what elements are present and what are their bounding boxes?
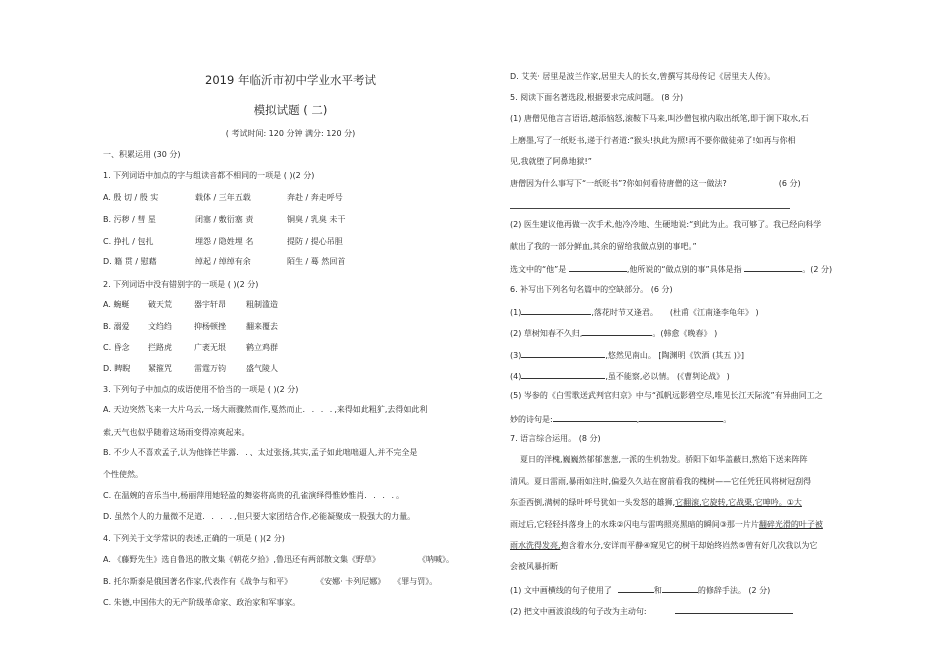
question-5: 5. 阅读下面名著选段,根据要求完成问题。 (8 分) — [510, 93, 684, 102]
q3-option-a-cont: 索,天气也似乎随着这场雨变得凉爽起来。 — [103, 428, 250, 437]
answer-blank[interactable] — [639, 412, 723, 422]
answer-line[interactable] — [510, 208, 790, 209]
answer-blank[interactable] — [675, 604, 793, 614]
section-heading: 一、积累运用 (30 分) — [103, 150, 181, 159]
q1-option-a[interactable]: A. 殷 切 / 殷 实 载体 / 三年五载 奔赴 / 奔走呼号 — [103, 193, 343, 202]
q7-subquestion-2: (2) 把文中画波浪线的句子改为主动句: — [510, 604, 793, 617]
question-6: 6. 补写出下列名句名篇中的空缺部分。 (6 分) — [510, 285, 673, 294]
answer-blank[interactable] — [553, 412, 637, 422]
exam-subtitle: 模拟试题 ( 二) — [253, 103, 328, 117]
q6-line-3: (3) ,悠然见南山。 [陶渊明《饮酒 (其五 )》] — [510, 348, 744, 361]
q6-line-6: 妙的诗句是: , 。 — [510, 412, 731, 425]
q1-option-d[interactable]: D. 籍 贯 / 慰藉 绰起 / 绰绰有余 陌生 / 蓦 然回首 — [103, 257, 346, 266]
q7-passage-line-1: 夏日的洋槐,巍巍然郁郁葱葱,一派的生机勃发。骄阳下如华盖蔽日,熬焰下送来阵阵 — [520, 455, 808, 464]
answer-blank[interactable] — [569, 262, 627, 272]
q2-option-a[interactable]: A. 蜿蜒 破天荒 器宇轩昂 粗制滥造 — [103, 300, 278, 309]
q6-line-5: (5) 岑参的《白雪歌送武判官归京》中与“孤帆远影碧空尽,唯见长江天际流”有异曲同工之 — [510, 391, 823, 400]
q1-option-c[interactable]: C. 挣扎 / 包扎 埋怨 / 隐姓埋 名 提防 / 提心吊胆 — [103, 237, 343, 246]
answer-blank[interactable] — [618, 583, 654, 593]
q5-passage-2-line-1: (2) 医生建议他再做一次手术,他冷冷地、生硬地说:“到此为止。我可够了。我已经向科学 — [510, 220, 822, 229]
answer-blank[interactable] — [744, 262, 802, 272]
q4-option-b[interactable]: B. 托尔斯泰是俄国著名作家,代表作有《战争与和平》 《安娜· 卡列尼娜》 《罪与罚》。 — [103, 577, 438, 586]
q4-option-c[interactable]: C. 朱德,中国伟大的无产阶级革命家、政治家和军事家。 — [103, 598, 301, 607]
q7-subquestion-1: (1) 文中画横线的句子使用了 和 的修辞手法。 (2 分) — [510, 583, 770, 596]
answer-blank[interactable] — [521, 348, 605, 358]
q5-subquestion-2: 选文中的“他”是 ,他所说的“做点别的事”具体是指 。(2 分) — [510, 262, 832, 275]
answer-blank[interactable] — [521, 369, 605, 379]
q3-option-d[interactable]: D. 虽然个人的力量微不足道. . . .,但只要大家团结合作,必能凝聚成一股强大的力量。 — [103, 512, 416, 521]
answer-blank[interactable] — [662, 583, 698, 593]
q6-line-1: (1) ,落花时节又逢君。 (杜甫《江南逢李龟年》 ) — [510, 305, 759, 318]
q5-passage-line-2: 上磨墨,写了一纸贬书,递于行者道:“猴头!执此为照!再不要你做徒弟了!如再与你相 — [510, 136, 796, 145]
q7-passage-line-3: 东歪西倒,满树的绿叶呼号犹如一头发怒的雄狮,它翻滚,它旋转,它战栗,它呻吟。①大 — [510, 498, 802, 507]
q5-passage-2-line-2: 献出了我的一部分鲜血,其余的留给我做点别的事吧。” — [510, 242, 697, 251]
q3-option-b[interactable]: B. 不少人不喜欢孟子,认为他锋芒毕露. .、太过张扬,其实,孟子如此咄咄逼人,并不完全是 — [103, 448, 418, 457]
question-7: 7. 语言综合运用。 (8 分) — [510, 434, 601, 443]
question-2: 2. 下列词语中没有错别字的一项是 ( )(2 分) — [103, 280, 259, 289]
q3-option-c[interactable]: C. 在温婉的音乐当中,杨丽萍用她轻盈的舞姿将高贵的孔雀演绎得惟妙惟肖. . . .。 — [103, 491, 405, 500]
question-1: 1. 下列词语中加点的字与组读音都不相同的一项是 ( )(2 分) — [103, 171, 315, 180]
q3-option-b-cont: 个性使然。 — [103, 470, 143, 479]
q7-passage-line-2: 清风。夏日雷雨,暴雨如注时,偏爱久久站在窗前看我的槐树——它任凭狂风将树冠刮得 — [510, 477, 812, 486]
q6-line-2: (2) 草树知春不久归, 。(韩愈《晚春》 ) — [510, 326, 717, 339]
answer-blank[interactable] — [521, 305, 591, 315]
q5-passage-line-3: 见,我就堕了阿鼻地狱!” — [510, 157, 592, 166]
q7-passage-line-6: 会被风暴折断 — [510, 562, 558, 571]
q2-option-c[interactable]: C. 昏念 拦路虎 广袤无垠 鹤立鸡群 — [103, 343, 278, 352]
q7-passage-line-5: 雨水洗得发亮,抱含着水分,安详而平静④窥见它的树干却始终岿然⑤曾有好几次我以为它 — [510, 541, 818, 550]
q4-option-d[interactable]: D. 艾芙· 居里是波兰作家,居里夫人的长女,曾撰写其母传记《居里夫人传》。 — [510, 72, 776, 81]
q2-option-b[interactable]: B. 溺爱 文绉绉 抑杨顿挫 翻来覆去 — [103, 322, 278, 331]
q4-option-a[interactable]: A. 《藤野先生》选自鲁迅的散文集《朝花夕拾》,鲁迅还有两部散文集《野草》 《呐喊》。 — [103, 555, 454, 564]
q7-passage-line-4: 雨过后,它轻轻抖落身上的水珠②闪电与雷鸣照亮黑暗的瞬间③那一片片翻碎光滑的叶子被 — [510, 520, 823, 529]
exam-title: 2019 年临沂市初中学业水平考试 — [205, 73, 376, 87]
q1-option-b[interactable]: B. 污秽 / 彗 星 闭塞 / 敷衍塞 责 铜臭 / 乳臭 未干 — [103, 215, 346, 224]
q5-passage-line-1: (1) 唐僧见他言言语语,越添恼怒,滚鞍下马来,叫沙僧包袱内取出纸笔,即于涧下取水,石 — [510, 114, 809, 123]
question-3: 3. 下列句子中加点的成语使用不恰当的一项是 ( )(2 分) — [103, 385, 299, 394]
q2-option-d[interactable]: D. 睥睨 紧箍咒 雷霆万钧 盛气陵人 — [103, 364, 278, 373]
question-4: 4. 下列关于文学常识的表述,正确的一项是 ( )(2 分) — [103, 534, 285, 543]
answer-blank[interactable] — [582, 326, 652, 336]
q3-option-a[interactable]: A. 天边突然飞来一大片乌云,一场大雨骤然而作,戛然而止. . . .,来得如此粗犷,去得如此利 — [103, 405, 428, 414]
exam-info: ( 考试时间: 120 分钟 满分: 120 分) — [225, 129, 356, 138]
q6-line-4: (4) ,虽不能察,必以情。 (《曹刿论战》 ) — [510, 369, 730, 382]
q5-subquestion-1: 唐僧因为什么事写下“一纸贬书”?你如何看待唐僧的这一做法? (6 分) — [510, 179, 801, 188]
